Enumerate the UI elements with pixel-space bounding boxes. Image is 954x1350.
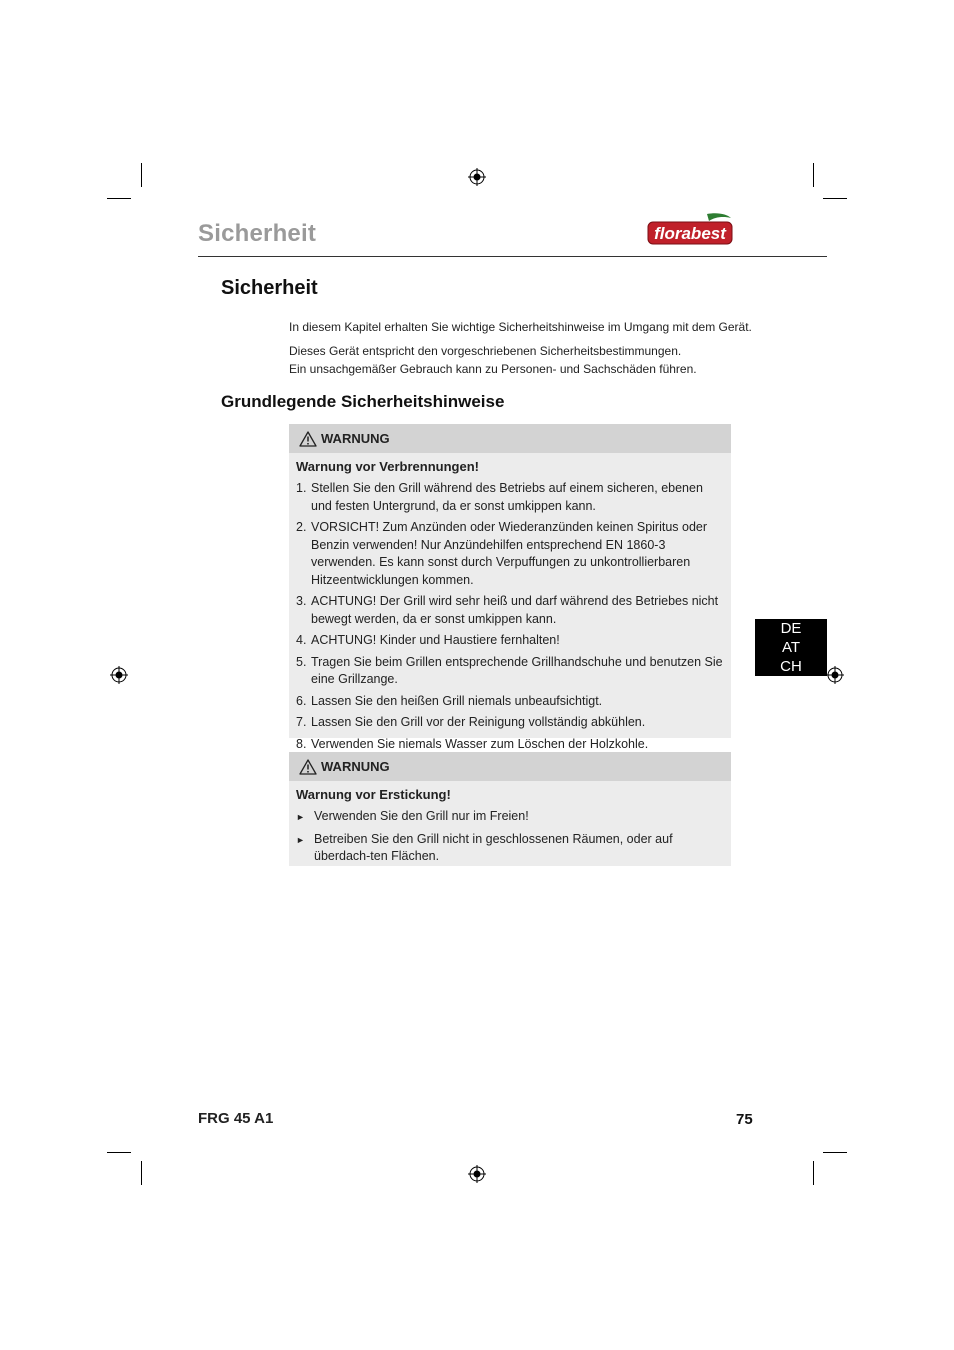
list-text: Lassen Sie den Grill vor der Reinigung vollständig abkühlen. [311, 715, 646, 729]
warning-subtitle: Warnung vor Verbrennungen! [296, 459, 479, 474]
list-item [296, 831, 723, 866]
list-text: Lassen Sie den heißen Grill niemals unbeaufsichtigt. [311, 693, 603, 708]
subheading: Grundlegende Sicherheitshinweise [221, 392, 505, 411]
list-item [296, 808, 723, 827]
page-number: 75 [736, 1111, 753, 1128]
list-text: Verwenden Sie den Grill nur im Freien! [314, 809, 529, 823]
warning-label: WARNUNG [321, 759, 390, 774]
list-number: 4. [296, 633, 307, 647]
registration-mark-icon [468, 1165, 486, 1183]
crop-mark [141, 163, 142, 187]
list-item [296, 714, 723, 732]
intro-paragraph: Dieses Gerät entspricht den vorgeschriebenen Sicherheitsbestimmungen. [289, 344, 682, 358]
footer-model: FRG 45 A1 [198, 1110, 274, 1127]
list-text: Verwenden Sie niemals Wasser zum Löschen der Holzkohle. [311, 736, 649, 751]
list-item [296, 736, 723, 754]
header-divider [198, 256, 827, 257]
list-number: 5. [296, 654, 307, 669]
language-code: CH [780, 658, 802, 675]
florabest-logo [647, 212, 733, 246]
warning-list [296, 480, 723, 753]
svg-text:florabest: florabest [654, 224, 726, 243]
list-number: 1. [296, 481, 307, 495]
list-item [296, 480, 723, 515]
list-item [296, 632, 723, 650]
warning-list [296, 808, 723, 866]
registration-mark-icon [826, 666, 844, 684]
list-number: 7. [296, 715, 307, 729]
list-number: 6. [296, 693, 307, 708]
header-title: Sicherheit [198, 220, 317, 247]
list-text: VORSICHT! Zum Anzünden oder Wiederanzünden keinen Spiritus oder Benzin verwenden! Nur Anzündehilfen entsprechend EN 1860-3 verwenden. Es kann sonst durch Verpuffungen zu unkontrollierbaren Hitzeentwicklungen kommen. [311, 520, 708, 587]
language-code: DE [780, 620, 802, 637]
language-tab [755, 619, 827, 676]
list-number: 3. [296, 594, 307, 608]
list-text: Betreiben Sie den Grill nicht in geschlossenen Räumen, oder auf überdach-ten Flächen. [314, 831, 673, 863]
crop-mark [107, 1152, 131, 1153]
warning-header [289, 752, 731, 781]
list-item [296, 593, 723, 628]
warning-box-burns [289, 424, 731, 751]
section-title: Sicherheit [221, 277, 318, 299]
crop-mark [823, 198, 847, 199]
bullet-arrow-icon: ► [296, 812, 305, 822]
intro-paragraph: Ein unsachgemäßer Gebrauch kann zu Personen- und Sachschäden führen. [289, 362, 697, 376]
list-text: ACHTUNG! Der Grill wird sehr heiß und darf während des Betriebes nicht bewegt werden, da er sonst umkippen kann. [311, 594, 719, 626]
warning-header [289, 424, 731, 453]
list-text: ACHTUNG! Kinder und Haustiere fernhalten! [311, 633, 560, 647]
registration-mark-icon [468, 168, 486, 186]
crop-mark [823, 1152, 847, 1153]
registration-mark-icon [110, 666, 128, 684]
warning-box-suffocation [289, 752, 731, 866]
warning-subtitle: Warnung vor Erstickung! [296, 787, 451, 802]
list-item [296, 693, 723, 711]
list-text: Stellen Sie den Grill während des Betriebs auf einem sicheren, ebenen und festen Untergrund, da er sonst umkippen kann. [311, 481, 703, 513]
warning-triangle-icon [299, 431, 317, 447]
list-item [296, 654, 723, 689]
crop-mark [813, 163, 814, 187]
warning-label: WARNUNG [321, 431, 390, 446]
crop-mark [107, 198, 131, 199]
crop-mark [141, 1161, 142, 1185]
bullet-arrow-icon: ► [296, 834, 305, 845]
warning-triangle-icon [299, 759, 317, 775]
list-text: Tragen Sie beim Grillen entsprechende Grillhandschuhe und benutzen Sie eine Grillzange. [311, 654, 723, 686]
crop-mark [813, 1161, 814, 1185]
list-number: 8. [296, 736, 307, 751]
intro-paragraph: In diesem Kapitel erhalten Sie wichtige Sicherheitshinweise im Umgang mit dem Gerät. [289, 320, 752, 334]
language-code: AT [781, 639, 801, 656]
list-number: 2. [296, 520, 307, 534]
list-item [296, 519, 723, 589]
